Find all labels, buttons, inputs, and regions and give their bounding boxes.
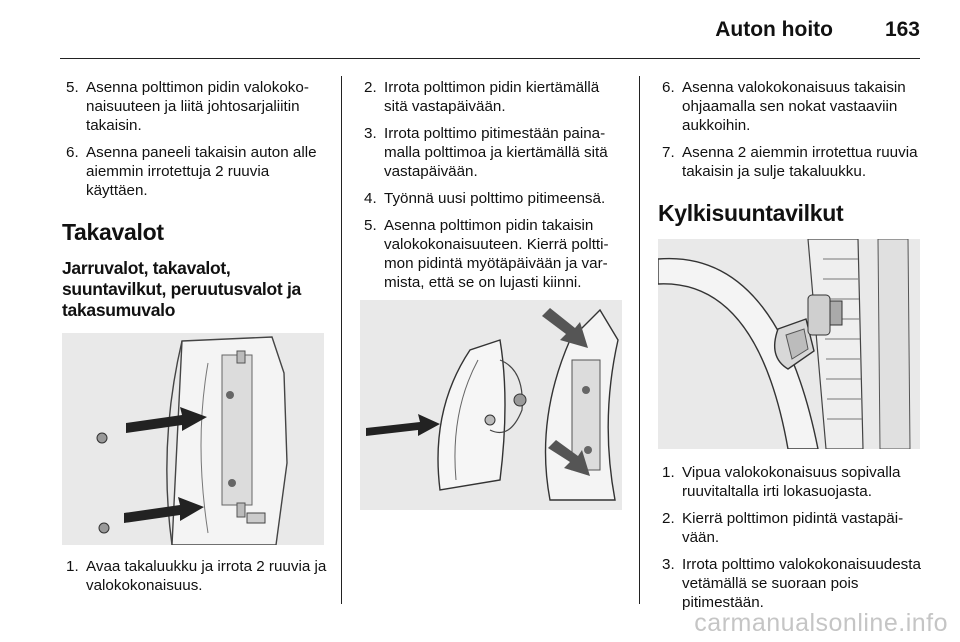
side-indicator-illustration [658,239,920,449]
column-1 [62,78,327,603]
steps-list [360,78,625,292]
list-item [360,189,625,208]
step-text: Asenna polttimon pidin valokokonaisuuteen ja liitä johtosarjaliitin takaisin. [86,79,309,134]
step-text: Kierrä polttimon pidintä vastapäivään. [682,510,904,546]
list-item [62,78,327,135]
rear-light-illustration [62,333,324,545]
column-divider-2 [639,76,640,604]
step-text: Asenna polttimon pidin takaisin valokokonaisuuteen. Kierrä polttimon pidintä myötäpäivään ja varmista, että se on lujasti kiinni. [384,217,609,291]
step-number: 6. [662,79,675,96]
step-number: 5. [66,79,79,96]
step-number: 5. [364,217,377,234]
header-rule [60,58,920,59]
step-number: 2. [364,79,377,96]
step-text: Irrota polttimon pidin kiertämällä sitä vastapäivään. [384,79,600,115]
step-text: Asenna 2 aiemmin irrotettua ruuvia takaisin ja sulje takaluukku. [682,144,918,180]
step-number: 6. [66,144,79,161]
list-item [360,124,625,181]
step-text: Irrota polttimo pitimestään painamalla polttimoa ja kiertämällä sitä vastapäivään. [384,125,608,180]
list-item [658,463,923,501]
watermark: carmanualsonline.info [694,609,948,637]
page-number: 163 [884,18,920,41]
column-divider-1 [341,76,342,604]
list-item [658,78,923,135]
list-item [62,557,327,595]
step-number: 1. [662,464,675,481]
steps-list [658,463,923,612]
steps-list [62,557,327,595]
list-item [360,216,625,292]
step-number: 3. [662,556,675,573]
step-text: Työnnä uusi polttimo pitimeensä. [384,190,606,207]
section-heading: Takavalot [62,219,164,245]
step-number: 1. [66,558,79,575]
column-3 [658,78,923,620]
column-2 [360,78,625,510]
list-item [62,143,327,200]
bulb-holder-illustration [360,300,622,510]
step-text: Vipua valokokonaisuus sopivalla ruuvitaltalla irti lokasuojasta. [682,464,901,500]
steps-list [658,78,923,181]
step-text: Asenna valokokonaisuus takaisin ohjaamalla sen nokat vastaaviin aukkoihin. [682,79,906,134]
list-item [360,78,625,116]
step-text: Avaa takaluukku ja irrota 2 ruuvia ja valokokonaisuus. [86,558,327,594]
section-title: Auton hoito [715,18,833,41]
steps-list [62,78,327,200]
step-number: 2. [662,510,675,527]
sub-heading: Jarruvalot, takavalot, suuntavilkut, peruutusvalot ja takasumuvalo [62,258,301,320]
step-number: 7. [662,144,675,161]
step-number: 3. [364,125,377,142]
list-item [658,509,923,547]
list-item [658,555,923,612]
step-text: Asenna paneeli takaisin auton alle aiemmin irrotettuja 2 ruuvia käyttäen. [86,144,317,199]
list-item [658,143,923,181]
step-text: Irrota polttimo valokokonaisuudesta vetämällä se suoraan pois pitimestään. [682,556,921,611]
step-number: 4. [364,190,377,207]
section-heading: Kylkisuuntavilkut [658,200,844,226]
